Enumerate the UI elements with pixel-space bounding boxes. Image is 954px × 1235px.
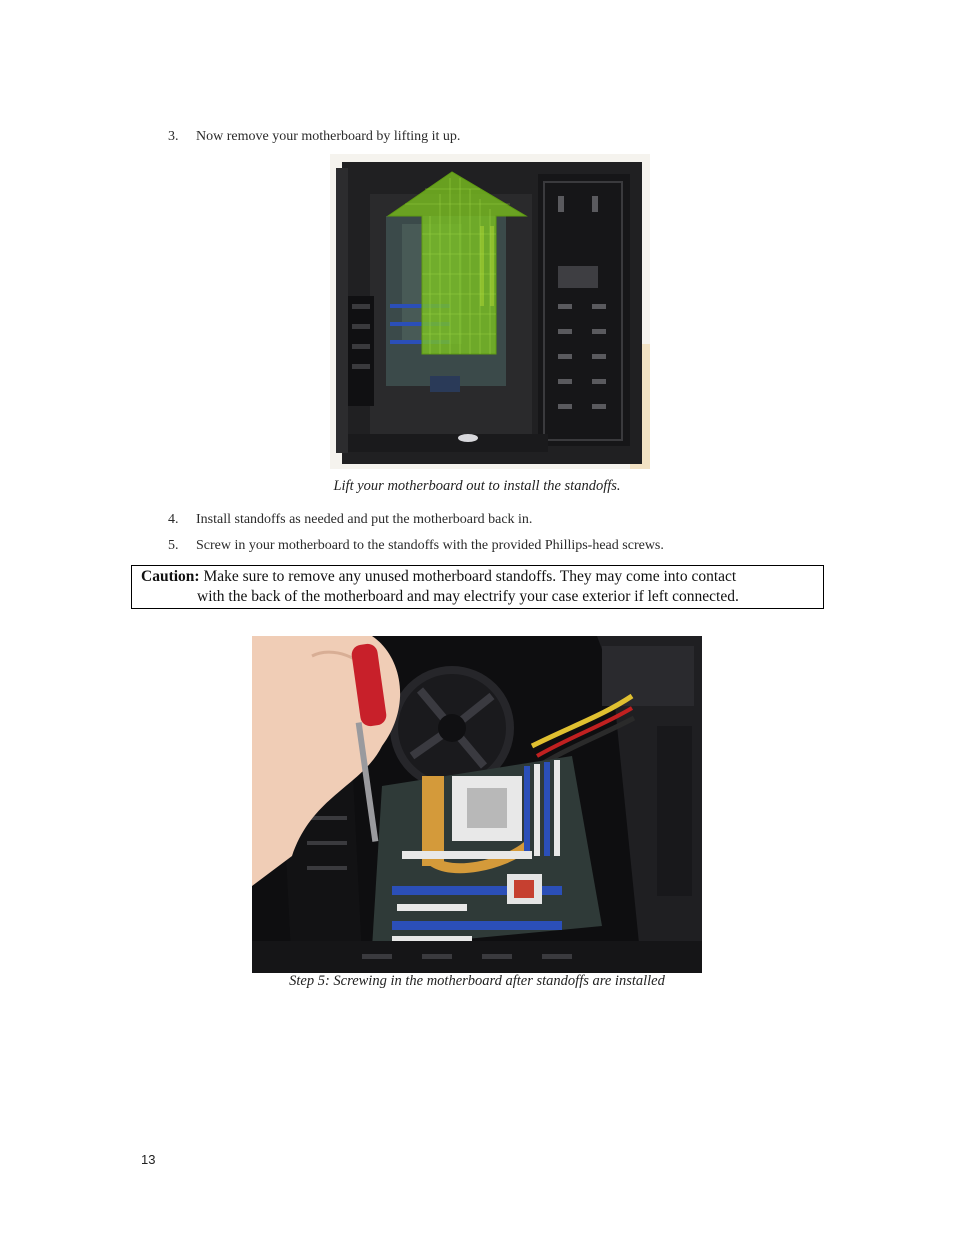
step-text: Screw in your motherboard to the standoffs with the provided Phillips-head screws. (196, 538, 664, 553)
step-number: 4. (168, 512, 179, 527)
screwing-motherboard-photo (252, 636, 702, 973)
motherboard-lift-photo (330, 154, 650, 469)
step-4 (168, 512, 532, 528)
caution-box (131, 565, 824, 609)
figure-2-caption: Step 5: Screwing in the motherboard after standoffs are installed (289, 973, 665, 989)
step-text: Now remove your motherboard by lifting it up. (196, 129, 461, 144)
page-number: 13 (141, 1152, 156, 1167)
caution-text-line2: with the back of the motherboard and may electrify your case exterior if left connected. (197, 588, 739, 605)
step-text: Install standoffs as needed and put the motherboard back in. (196, 512, 533, 527)
step-3 (168, 129, 460, 145)
caution-text-line1: Make sure to remove any unused motherboard standoffs. They may come into contact (203, 568, 737, 585)
caution-label: Caution: (141, 568, 200, 585)
step-5 (168, 538, 664, 554)
step-number: 3. (168, 129, 179, 144)
step-number: 5. (168, 538, 179, 553)
figure-1-caption: Lift your motherboard out to install the standoffs. (333, 478, 621, 494)
